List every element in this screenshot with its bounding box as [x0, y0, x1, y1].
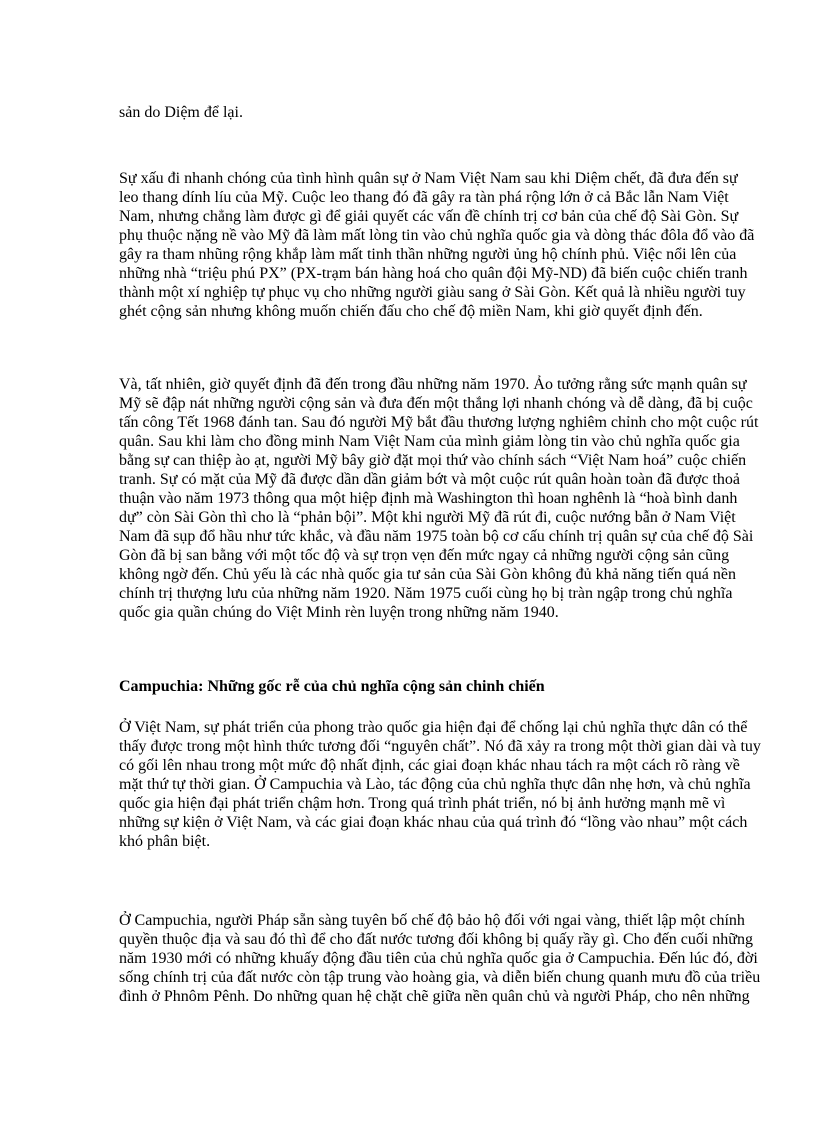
text-line: Ở Campuchia, người Pháp sẵn sàng tuyên bố chế độ bảo hộ đối với ngai vàng, thiết lập một chính — [119, 912, 745, 929]
text-line: Sự xấu đi nhanh chóng của tình hình quân sự ở Nam Việt Nam sau khi Diệm chết, đã đưa đến sự — [119, 170, 738, 187]
text-line: quân. Sau khi làm cho đồng minh Nam Việt Nam của mình giảm lòng tin vào chủ nghĩa quốc gia — [119, 433, 740, 450]
text-line: sản do Diệm để lại. — [119, 104, 243, 121]
text-line: thuận vào năm 1973 thông qua một hiệp định mà Washington thì hoan nghênh là “hoà bình danh — [119, 490, 738, 507]
section-heading-text: Campuchia: Những gốc rễ của chủ nghĩa cộng sản chinh chiến — [119, 678, 545, 695]
text-line: Mỹ sẽ đập nát những người cộng sản và đưa đến một thắng lợi nhanh chóng và dễ dàng, đã bị cuộc — [119, 395, 753, 412]
text-line: năm 1930 mới có những khuấy động đầu tiên của chủ nghĩa quốc gia ở Campuchia. Đến lúc đó, đời — [119, 950, 758, 967]
text-line: Nam đã sụp đổ hầu như tức khắc, và đầu năm 1975 toàn bộ cơ cấu chính trị quân sự của chế độ Sài — [119, 528, 754, 545]
text-line: ghét cộng sản nhưng không muốn chiến đấu cho chế độ miền Nam, khi giờ quyết định đến. — [119, 303, 703, 320]
text-line: leo thang dính líu của Mỹ. Cuộc leo thang đó đã gây ra tàn phá rộng lớn ở cả Bắc lẫn Nam Việt — [119, 189, 729, 206]
text-line: sống chính trị của đất nước còn tập trung vào hoàng gia, và diễn biến chung quanh mưu đồ của triều — [119, 969, 761, 986]
text-line: không ngờ đến. Chủ yếu là các nhà quốc gia tư sản của Sài Gòn không đủ khả năng tiến quá nền — [119, 566, 736, 583]
text-line: quốc gia quần chúng do Việt Minh rèn luyện trong những năm 1940. — [119, 604, 559, 621]
text-line: tranh. Sự có mặt của Mỹ đã được dần dần giảm bớt và một cuộc rút quân hoàn toàn đã được thoả — [119, 471, 741, 488]
paragraph-military-deterioration — [119, 169, 755, 321]
text-line: Ở Việt Nam, sự phát triển của phong trào quốc gia hiện đại để chống lại chủ nghĩa thực dân có thể — [119, 719, 748, 736]
text-line: chính trị thượng lưu của những năm 1920. Năm 1975 cuối cùng họ bị tràn ngập trong chủ nghĩa — [119, 585, 733, 602]
paragraph-vietnam-nationalism — [119, 718, 761, 851]
text-line: bằng sự can thiệp ào ạt, người Mỹ bây giờ đặt mọi thứ vào chính sách “Việt Nam hoá” cuộc chiến — [119, 452, 747, 469]
text-line: tấn công Tết 1968 đánh tan. Sau đó người Mỹ bắt đầu thương lượng nghiêm chỉnh cho một cuộc rút — [119, 414, 759, 431]
text-line: những nhà “triệu phú PX” (PX-trạm bán hàng hoá cho quân đội Mỹ-ND) đã biến cuộc chiến tranh — [119, 265, 748, 282]
text-line: quốc gia hiện đại phát triển chậm hơn. Trong quá trình phát triển, nó bị ảnh hưởng mạnh mẽ vì — [119, 795, 726, 812]
text-line: mặt thứ tự thời gian. Ở Campuchia và Lào, tác động của chủ nghĩa thực dân nhẹ hơn, và chủ nghĩa — [119, 776, 751, 793]
text-line: Và, tất nhiên, giờ quyết định đã đến trong đầu những năm 1970. Ảo tưởng rằng sức mạnh quân sự — [119, 376, 747, 393]
paragraph-intro-tail — [119, 103, 699, 122]
section-heading — [119, 677, 699, 696]
text-line: thấy được trong một hình thức tương đối “nguyên chất”. Nó đã xảy ra trong một thời gian dài và tuy — [119, 738, 761, 755]
text-line: dự” còn Sài Gòn thì cho là “phản bội”. Một khi người Mỹ đã rút đi, cuộc nướng bẫn ở Nam Việt — [119, 509, 736, 526]
text-line: có gối lên nhau trong một mức độ nhất định, các giai đoạn khác nhau tách ra một cách rõ ràng về — [119, 757, 740, 774]
text-line: những sự kiện ở Việt Nam, và các giai đoạn khác nhau của quá trình đó “lồng vào nhau” một cách — [119, 814, 748, 831]
text-line: quyền thuộc địa và sau đó thì để cho đất nước tương đối không bị quấy rầy gì. Cho đến cuối những — [119, 931, 753, 948]
paragraph-decisive-hour — [119, 375, 759, 622]
paragraph-cambodia-protectorate — [119, 911, 761, 1006]
text-line: phụ thuộc nặng nề vào Mỹ đã làm mất lòng tin vào chủ nghĩa quốc gia và dòng thác đôla đổ vào đã — [119, 227, 755, 244]
text-line: đình ở Phnôm Pênh. Do những quan hệ chặt chẽ giữa nền quân chủ và người Pháp, cho nên những — [119, 988, 750, 1005]
text-line: khó phân biệt. — [119, 833, 211, 850]
text-line: gây ra tham nhũng rộng khắp làm mất tinh thần những người ủng hộ chính phủ. Việc nổi lên của — [119, 246, 737, 263]
text-line: thành một xí nghiệp tự phục vụ cho những người giàu sang ở Sài Gòn. Kết quả là nhiều người tuy — [119, 284, 746, 301]
text-line: Nam, nhưng chẳng làm được gì để giải quyết các vấn đề chính trị cơ bản của chế độ Sài Gòn. Sự — [119, 208, 739, 225]
text-line: Gòn đã bị san bằng với một tốc độ và sự trọn vẹn đến mức ngay cả những người cộng sản cũng — [119, 547, 730, 564]
